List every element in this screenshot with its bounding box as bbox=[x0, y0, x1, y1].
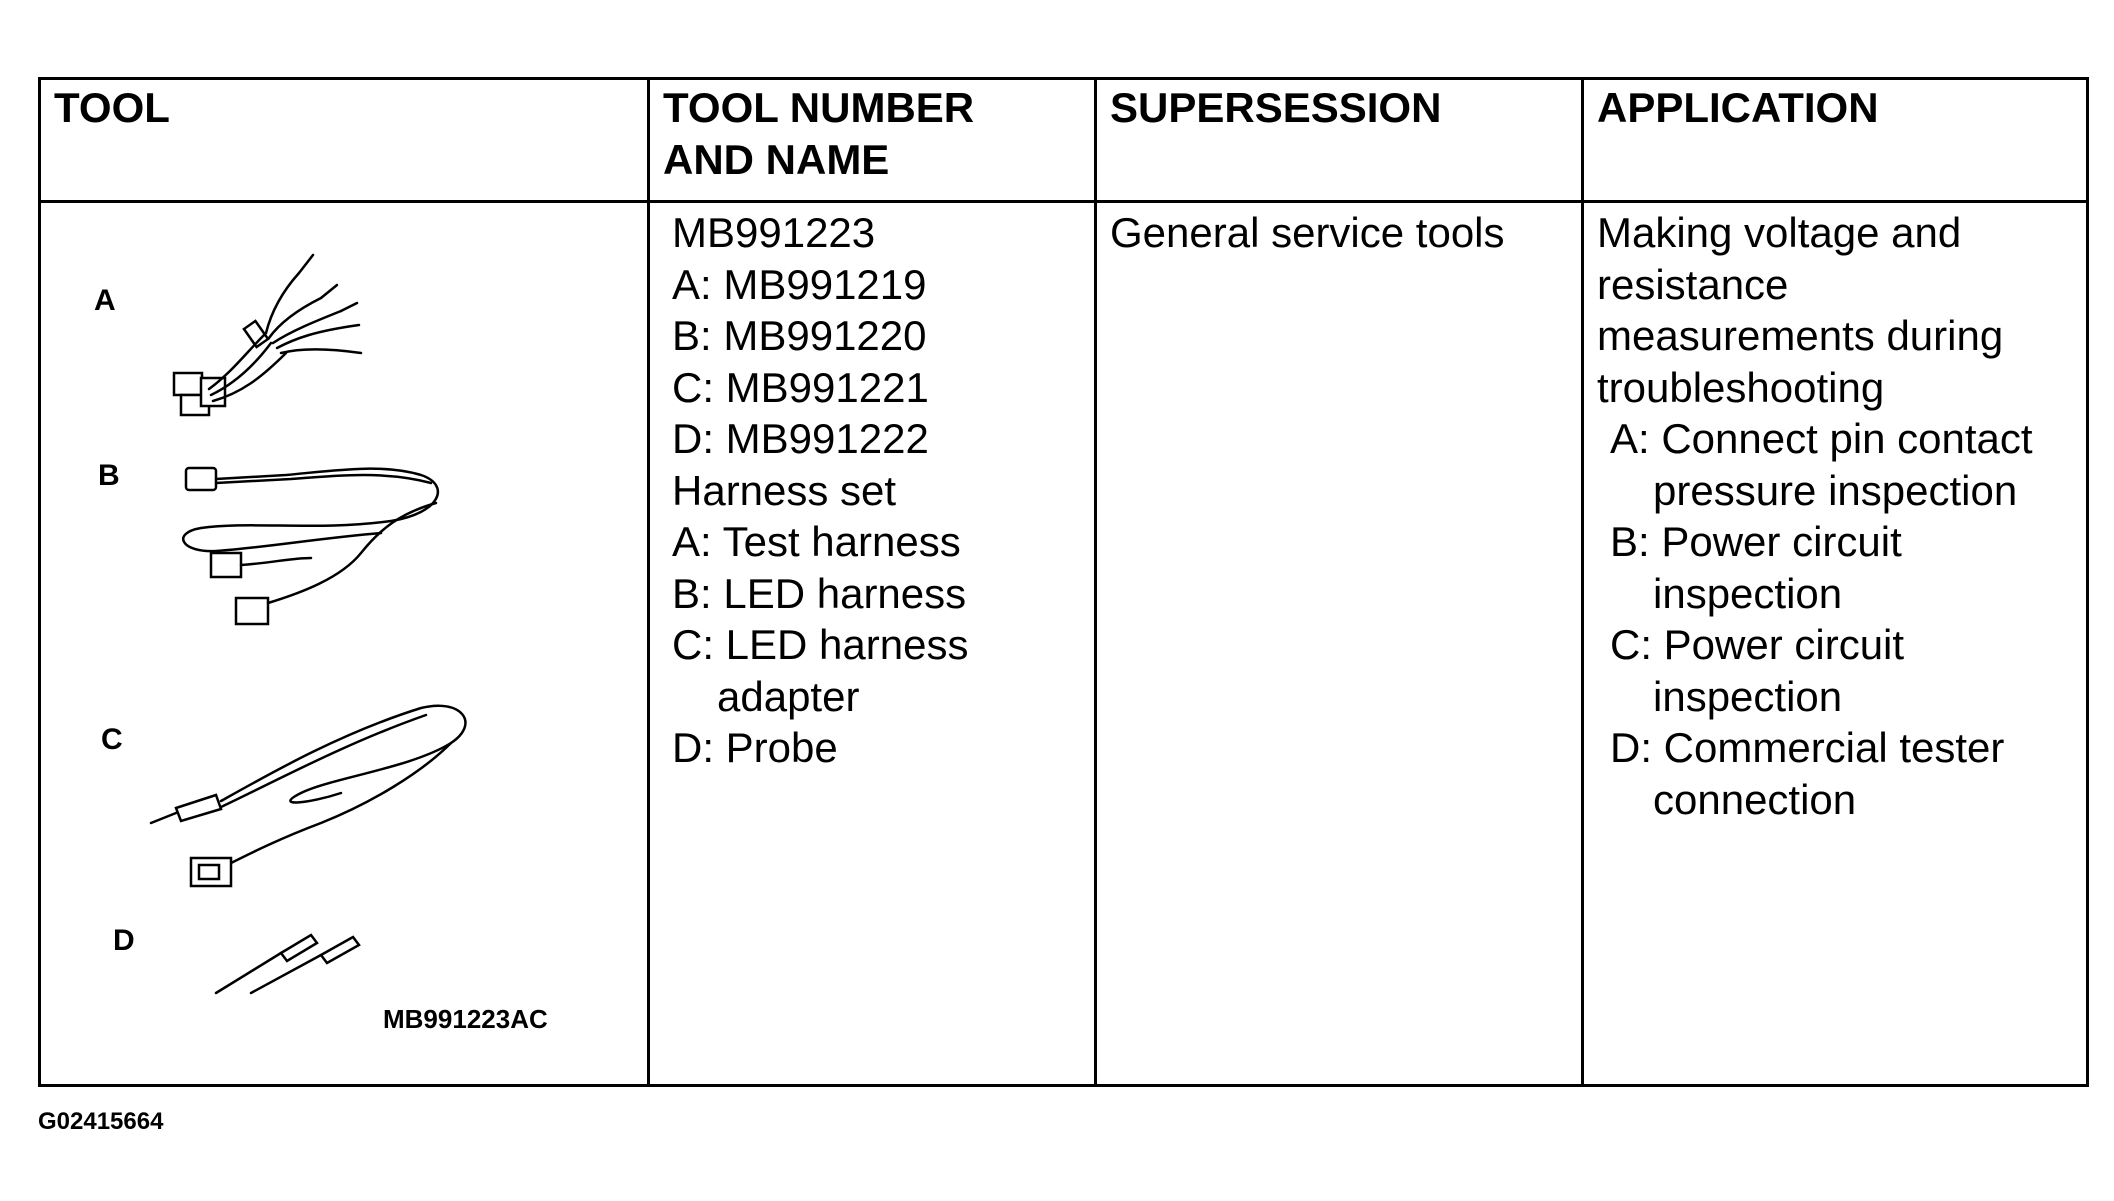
figure-id: G02415664 bbox=[38, 1108, 164, 1135]
application-line: resistance bbox=[1597, 260, 1789, 308]
tool-number-line: C: LED harness bbox=[672, 621, 969, 668]
header-supersession bbox=[1096, 79, 1583, 202]
tool-number-line: A: MB991219 bbox=[672, 260, 927, 308]
header-supersession-label: SUPERSESSION bbox=[1110, 84, 1442, 131]
illustration-label-d: D bbox=[113, 924, 135, 957]
application-line: connection bbox=[1653, 775, 1857, 823]
application-line: C: Power circuit bbox=[1610, 621, 1905, 668]
application-line: measurements during bbox=[1597, 312, 2004, 359]
illustration-code: MB991223AC bbox=[383, 1004, 548, 1034]
tool-number-line: Harness set bbox=[672, 466, 897, 514]
probe-drawing bbox=[216, 935, 359, 993]
supersession-text: General service tools bbox=[1110, 209, 1505, 256]
header-application-label: APPLICATION bbox=[1597, 84, 1879, 131]
application-cell bbox=[1583, 202, 2088, 1086]
special-tools-table bbox=[38, 77, 2089, 1087]
harness-set-illustration bbox=[41, 203, 650, 1091]
table-header-row bbox=[40, 79, 2088, 202]
tool-illustration-cell bbox=[40, 202, 649, 1086]
header-tool bbox=[40, 79, 649, 202]
header-tool-number-line2: AND NAME bbox=[663, 136, 890, 183]
illustration-label-b: B bbox=[98, 459, 120, 492]
led-harness-drawing bbox=[183, 468, 438, 624]
application-list bbox=[1584, 203, 2086, 825]
application-line: Making voltage and bbox=[1597, 209, 1962, 256]
application-line: B: Power circuit bbox=[1610, 518, 1902, 565]
tool-number-line: MB991223 bbox=[672, 209, 876, 256]
tool-number-line: C: MB991221 bbox=[672, 363, 929, 411]
header-tool-number bbox=[649, 79, 1096, 202]
tool-number-list bbox=[650, 203, 1094, 774]
tool-number-line: adapter bbox=[717, 672, 860, 720]
application-line: pressure inspection bbox=[1653, 466, 2018, 514]
tool-number-line: A: Test harness bbox=[672, 518, 961, 565]
illustration-label-c: C bbox=[101, 723, 123, 756]
tool-number-line: D: Probe bbox=[672, 724, 838, 771]
supersession-cell bbox=[1096, 202, 1583, 1086]
application-line: troubleshooting bbox=[1597, 363, 1885, 411]
tool-number-line: B: LED harness bbox=[672, 569, 967, 617]
header-application bbox=[1583, 79, 2088, 202]
tool-number-cell bbox=[649, 202, 1096, 1086]
application-line: inspection bbox=[1653, 672, 1843, 720]
application-line: D: Commercial tester bbox=[1610, 724, 2005, 771]
illustration-label-a: A bbox=[94, 284, 116, 317]
led-harness-adapter-drawing bbox=[151, 706, 465, 886]
tool-number-line: D: MB991222 bbox=[672, 415, 929, 462]
header-tool-number-line1: TOOL NUMBER bbox=[663, 84, 975, 131]
application-line: A: Connect pin contact bbox=[1610, 415, 2033, 462]
table-row bbox=[40, 202, 2088, 1086]
application-line: inspection bbox=[1653, 569, 1843, 617]
tool-number-line: B: MB991220 bbox=[672, 312, 927, 359]
header-tool-label: TOOL bbox=[54, 84, 170, 131]
test-harness-drawing bbox=[174, 255, 361, 415]
